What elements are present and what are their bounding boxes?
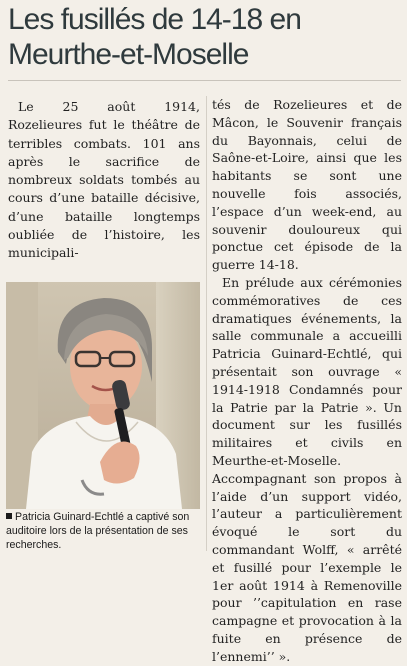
caption-text: Patricia Guinard-Echtlé a captivé son auditoire lors de la présentation de ses recherches. — [6, 511, 190, 551]
headline-divider — [8, 80, 401, 81]
column-divider — [206, 96, 207, 551]
photo-caption — [6, 511, 202, 552]
article-paragraph: tés de Rozelieures et de Mâcon, le Souvenir français du Bayonnais, celui de Saône-et-Loire, ainsi que les habitants se sont une nouvelle fois associés, l’espace d’un week-end, au souvenir douloureux qui ponctue cet épisode de la guerre 14-18. — [212, 97, 402, 273]
article-paragraph: Le 25 août 1914, Rozelieures fut le théâtre de terribles combats. 101 ans après le sacrifice de nombreux soldats tombés au cours d’une bataille décisive, d’une bataille longtemps oubliée de l’histoire, les municipali- — [8, 99, 200, 261]
article-column-right — [212, 96, 402, 666]
speaker-photo — [6, 282, 200, 509]
article-column-left — [8, 98, 200, 263]
caption-bullet-icon — [6, 513, 12, 519]
article-paragraph: En prélude aux cérémonies commémoratives de ces dramatiques événements, la salle communale a accueilli Patricia Guinard-Echtlé, qui présentait son ouvrage « 1914-1918 Condamnés pour la Patrie par la Patrie ». Un document sur les fusillés militaires et civils en Meurthe-et-Moselle. Accompagnant son propos à l’aide d’un support vidéo, l’auteur a particulièrement évoqué le sort du commandant Wolff, « arrêté et fusillé pour l’exemple le 1er août 1914 à Remenoville pour ’’capitulation en rase campagne et provocation à la fuite en présence de l’ennemi’’ ». — [212, 274, 402, 664]
article-headline: Les fusillés de 14-18 en Meurthe-et-Moselle — [8, 3, 301, 71]
